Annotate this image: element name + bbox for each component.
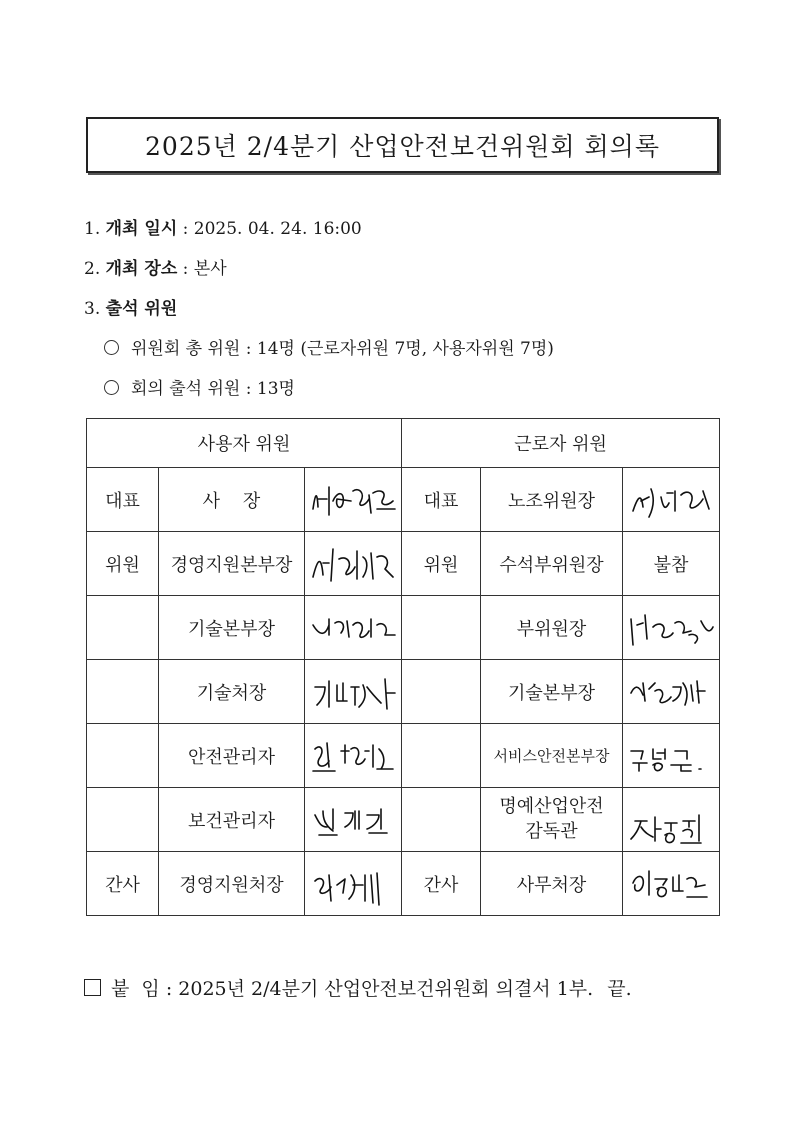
signature-image xyxy=(625,669,717,715)
attendance-table xyxy=(86,418,720,916)
employer-title: 안전관리자 xyxy=(159,724,305,788)
signature-image xyxy=(625,477,717,523)
employer-title: 경영지원처장 xyxy=(159,852,305,916)
table-row xyxy=(87,596,720,660)
item-meeting-datetime xyxy=(84,214,362,239)
employer-title: 보건관리자 xyxy=(159,788,305,852)
circle-bullet-icon xyxy=(104,380,119,395)
checkbox-square-icon xyxy=(84,979,101,996)
worker-role: 위원 xyxy=(402,532,481,596)
table-row xyxy=(87,468,720,532)
worker-members-header: 근로자 위원 xyxy=(402,419,720,468)
table-row xyxy=(87,532,720,596)
attachment-separator: : xyxy=(165,978,173,1000)
worker-role: 대표 xyxy=(402,468,481,532)
worker-title: 기술본부장 xyxy=(481,660,623,724)
subitem-text: 위원회 총 위원 : 14명 (근로자위원 7명, 사용자위원 7명) xyxy=(131,339,554,359)
worker-signature-text: 불참 xyxy=(623,532,720,596)
end-mark: 끝. xyxy=(607,978,632,1000)
signature-image xyxy=(625,605,717,651)
employer-signature xyxy=(305,724,402,788)
table-header-row xyxy=(87,419,720,468)
signature-image xyxy=(307,477,399,523)
employer-role: 위원 xyxy=(87,532,159,596)
worker-role xyxy=(402,788,481,852)
subitem-text: 회의 출석 위원 : 13명 xyxy=(131,379,295,399)
worker-title: 수석부위원장 xyxy=(481,532,623,596)
signature-image xyxy=(307,669,399,715)
worker-role xyxy=(402,660,481,724)
worker-title: 사무처장 xyxy=(481,852,623,916)
item-label: 출석 위원 xyxy=(105,299,178,319)
item-label: 개최 장소 xyxy=(105,259,178,279)
employer-role xyxy=(87,724,159,788)
worker-role: 간사 xyxy=(402,852,481,916)
table-row xyxy=(87,660,720,724)
table-row xyxy=(87,852,720,916)
subitem-attending-members xyxy=(104,374,295,399)
signature-image xyxy=(625,861,717,907)
worker-signature xyxy=(623,596,720,660)
signature-image xyxy=(625,733,717,779)
worker-title-line: 명예산업안전 xyxy=(499,796,604,818)
signature-image xyxy=(307,797,399,843)
employer-role: 대표 xyxy=(87,468,159,532)
signature-image xyxy=(625,805,717,851)
worker-role xyxy=(402,596,481,660)
table-row xyxy=(87,788,720,852)
attachment-text: 2025년 2/4분기 산업안전보건위원회 의결서 1부. xyxy=(178,978,594,1000)
document-title: 2025년 2/4분기 산업안전보건위원회 회의록 xyxy=(86,117,719,173)
item-value: 2025. 04. 24. 16:00 xyxy=(193,219,362,239)
employer-signature xyxy=(305,532,402,596)
worker-title: 노조위원장 xyxy=(481,468,623,532)
employer-signature xyxy=(305,660,402,724)
attachment-line xyxy=(84,974,632,1001)
employer-title: 기술본부장 xyxy=(159,596,305,660)
employer-role xyxy=(87,788,159,852)
employer-title: 사 장 xyxy=(159,468,305,532)
item-separator: : xyxy=(182,259,189,279)
item-meeting-place xyxy=(84,254,227,279)
item-number: 1. xyxy=(84,219,101,239)
item-number: 2. xyxy=(84,259,101,279)
worker-title: 부위원장 xyxy=(481,596,623,660)
item-value: 본사 xyxy=(193,259,227,279)
employer-members-header: 사용자 위원 xyxy=(87,419,402,468)
item-label: 개최 일시 xyxy=(105,219,178,239)
employer-title: 기술처장 xyxy=(159,660,305,724)
employer-role xyxy=(87,660,159,724)
subitem-total-members xyxy=(104,334,554,359)
worker-signature xyxy=(623,660,720,724)
worker-title-line: 감독관 xyxy=(525,820,578,842)
worker-title: 서비스안전본부장 xyxy=(481,724,623,788)
circle-bullet-icon xyxy=(104,340,119,355)
worker-signature xyxy=(623,724,720,788)
worker-signature xyxy=(623,788,720,852)
employer-signature xyxy=(305,852,402,916)
worker-title xyxy=(481,788,623,852)
signature-image xyxy=(307,733,399,779)
table-row xyxy=(87,724,720,788)
item-number: 3. xyxy=(84,299,101,319)
worker-signature xyxy=(623,852,720,916)
employer-role: 간사 xyxy=(87,852,159,916)
worker-role xyxy=(402,724,481,788)
employer-signature xyxy=(305,788,402,852)
employer-signature xyxy=(305,468,402,532)
item-separator: : xyxy=(182,219,189,239)
employer-signature xyxy=(305,596,402,660)
attachment-label: 붙 임 xyxy=(111,978,160,1000)
signature-image xyxy=(307,541,399,587)
employer-title: 경영지원본부장 xyxy=(159,532,305,596)
item-attendance xyxy=(84,294,177,319)
signature-image xyxy=(307,861,399,907)
signature-image xyxy=(307,605,399,651)
employer-role xyxy=(87,596,159,660)
worker-signature xyxy=(623,468,720,532)
